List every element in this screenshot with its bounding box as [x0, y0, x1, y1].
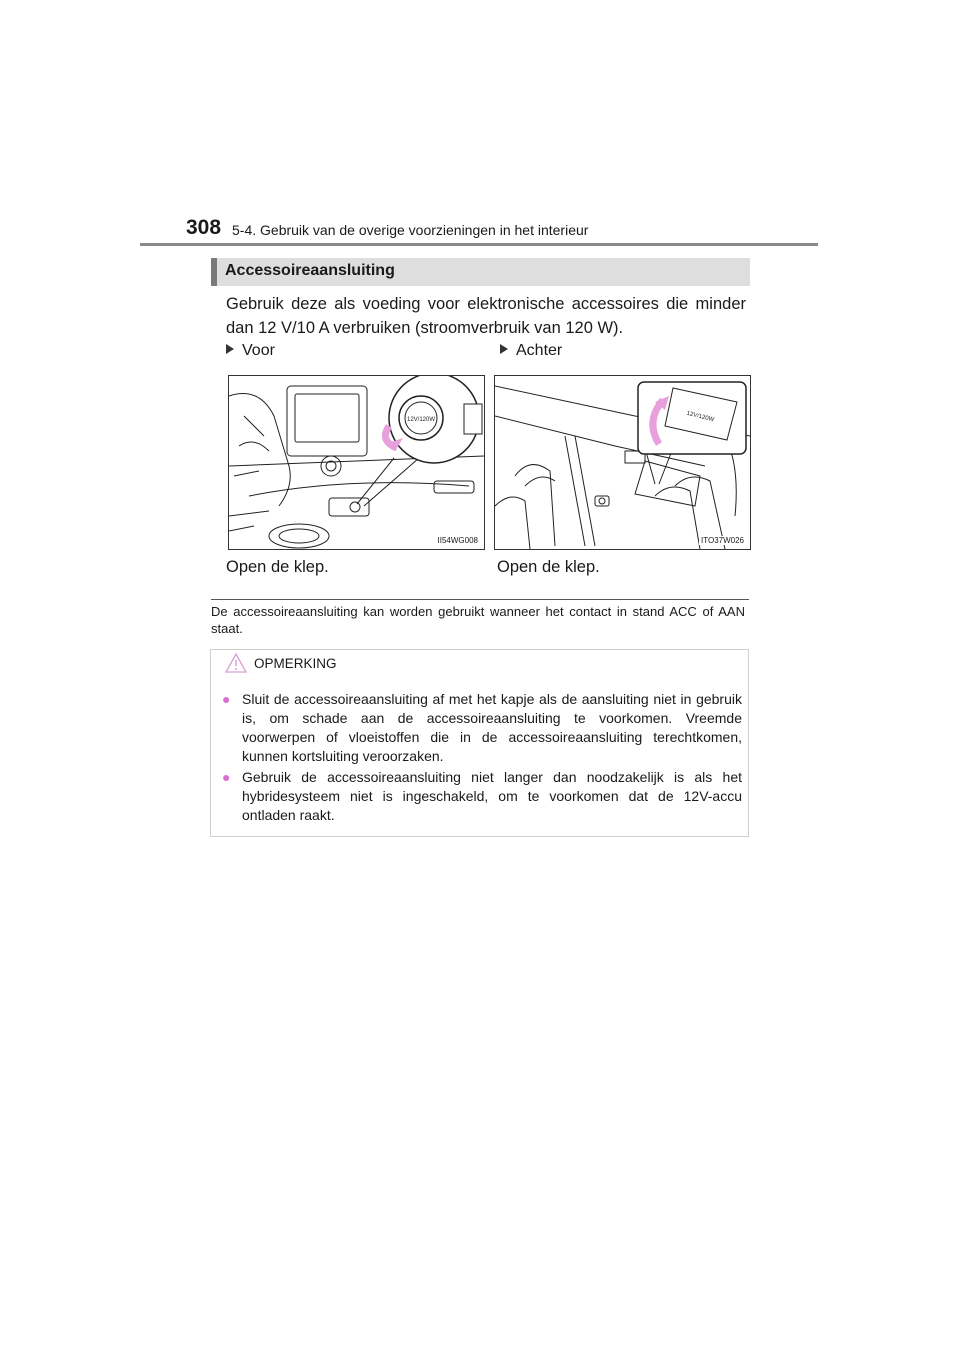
front-console-illustration — [229, 376, 484, 549]
figure-rear-console — [494, 375, 751, 550]
figure-caption-front: Open de klep. — [226, 558, 329, 576]
figure-caption-rear: Open de klep. — [497, 558, 600, 576]
section-heading-accent — [211, 258, 217, 286]
page-number: 308 — [186, 216, 222, 239]
triangle-bullet-icon — [226, 344, 234, 354]
warning-item: ● Gebruik de accessoireaansluiting niet langer dan noodzakelijk is als het hybridesysteem niet is ingeschakeld, om te voorkomen dat de 12V-accu ontladen raakt. — [222, 769, 742, 823]
intro-paragraph: Gebruik deze als voeding voor elektronische accessoires die minder dan 12 V/10 A verbruiken (stroomverbruik van 120 W). — [226, 295, 746, 337]
warning-title: OPMERKING — [254, 656, 337, 671]
figure-code: II54WG008 — [437, 536, 478, 545]
triangle-bullet-icon — [500, 344, 508, 354]
figure-label-front: Voor — [226, 342, 275, 360]
section-title: 5-4. Gebruik van de overige voorzieningen in het interieur — [232, 222, 589, 238]
header-rule — [140, 243, 818, 246]
socket-cap-text: 12V/120W — [406, 417, 436, 423]
figure-front-console — [228, 375, 485, 550]
note-text: De accessoireaansluiting kan worden gebruikt wanneer het contact in stand ACC of AAN staat. — [211, 604, 745, 636]
figure-code: ITO37W026 — [701, 536, 744, 545]
warning-triangle-icon — [225, 653, 247, 673]
bullet-dot-icon: ● — [222, 691, 231, 707]
rear-console-illustration — [495, 376, 750, 549]
socket-cap-text: 12V/120W — [685, 410, 715, 424]
note-divider — [211, 599, 749, 600]
section-heading: Accessoireaansluiting — [225, 262, 395, 279]
figure-label-rear: Achter — [500, 342, 562, 360]
bullet-dot-icon: ● — [222, 769, 231, 785]
warning-item: ● Sluit de accessoireaansluiting af met het kapje als de aansluiting niet in gebruik is, om schade aan de accessoireaansluiting te voorkomen. Vreemde voorwerpen of vloeistoffen die in de accessoireaansluiting terechtkomen, kunnen kortsluiting veroorzaken. — [222, 691, 742, 764]
